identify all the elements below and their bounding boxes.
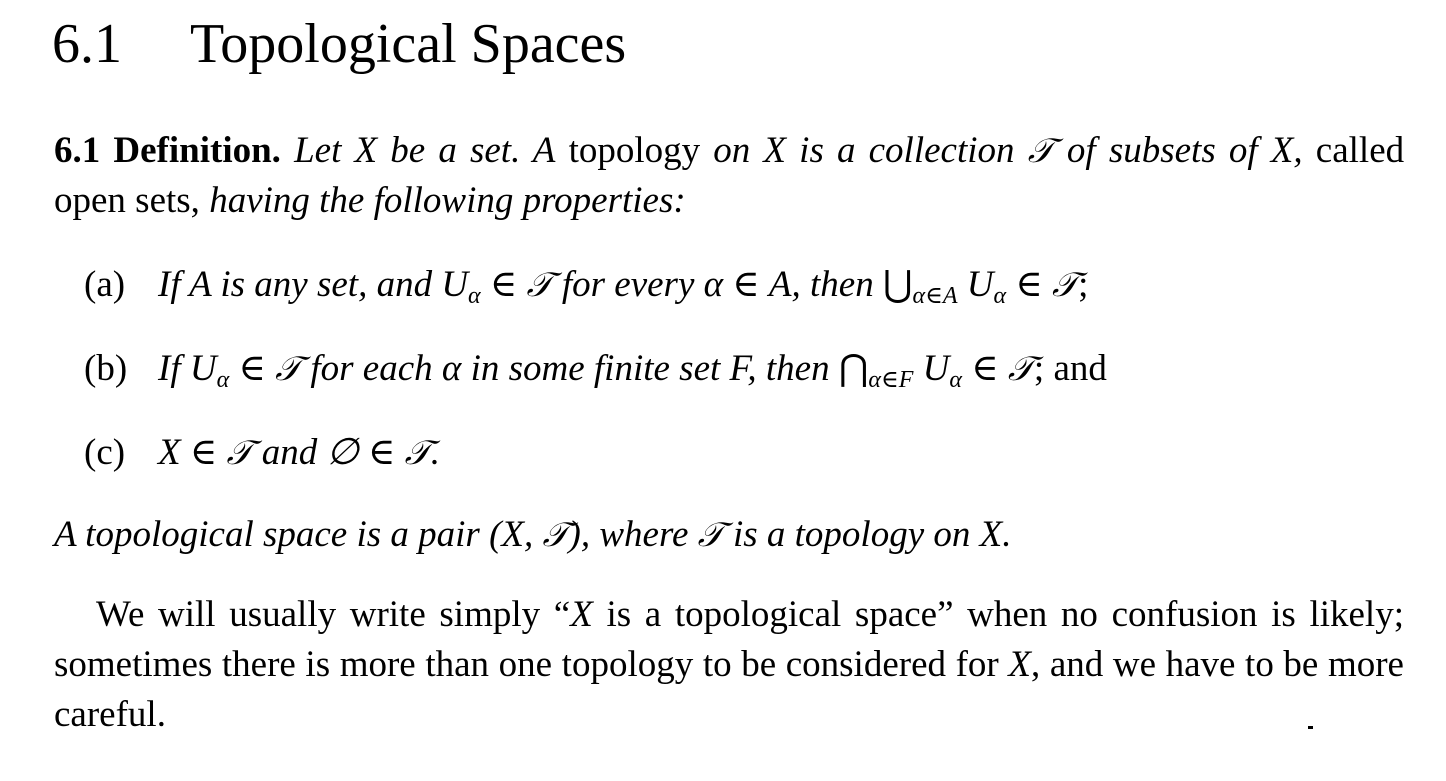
property-item-b bbox=[84, 344, 1107, 405]
item-b-text-1: If U bbox=[158, 348, 217, 389]
union-subscript: α∈A bbox=[912, 283, 958, 309]
term-topology: topology bbox=[568, 130, 701, 171]
space-def-text-1: A topological space is a pair (X, bbox=[54, 514, 543, 555]
term-open-sets: called open sets, bbox=[54, 130, 1405, 221]
item-b-text-2: ∈ bbox=[229, 348, 276, 389]
item-label-b: (b) bbox=[84, 348, 128, 389]
item-a-text-5: ∈ bbox=[1006, 264, 1053, 305]
definition-intro-2: on X is a collection bbox=[713, 130, 1015, 171]
remark-text-1: We will usually write simply “ bbox=[96, 594, 571, 635]
item-b-end: ; bbox=[1033, 348, 1054, 389]
item-c-text-2: and ∅ ∈ bbox=[252, 432, 405, 473]
script-t-symbol: 𝒯 bbox=[526, 265, 553, 305]
section-number: 6.1 bbox=[52, 13, 122, 75]
definition-intro-4: having the following properties: bbox=[209, 180, 686, 221]
remark-text-3: , and we have to be more careful. bbox=[54, 644, 1404, 735]
intersection-subscript: α∈F bbox=[868, 367, 914, 393]
property-item-c bbox=[84, 428, 440, 478]
item-b-text-5: ∈ bbox=[961, 348, 1008, 389]
space-def-text-2: ), where bbox=[568, 514, 698, 555]
intersection-symbol: ⋂ bbox=[838, 348, 869, 389]
item-c-text-1: X ∈ bbox=[158, 432, 227, 473]
remark-x-2: X bbox=[1008, 644, 1031, 685]
definition-intro-1: Let X be a set. A bbox=[294, 130, 556, 171]
script-t-symbol: 𝒯 bbox=[542, 515, 569, 555]
item-a-text-4: U bbox=[957, 264, 994, 305]
script-t-symbol: 𝒯 bbox=[697, 515, 724, 555]
item-a-text-2: ∈ bbox=[480, 264, 527, 305]
section-title: Topological Spaces bbox=[190, 13, 627, 75]
union-symbol: ⋃ bbox=[882, 264, 913, 305]
remark-paragraph bbox=[54, 590, 1404, 740]
item-a-text-1: If A is any set, and U bbox=[158, 264, 469, 305]
item-c-end: . bbox=[430, 432, 440, 473]
topological-space-definition bbox=[54, 510, 1404, 560]
script-t-symbol: 𝒯 bbox=[1007, 349, 1034, 389]
definition-intro-3: of subsets of X, bbox=[1066, 130, 1303, 171]
item-label-a: (a) bbox=[84, 264, 126, 305]
definition-label: 6.1 Definition. bbox=[54, 130, 281, 171]
item-a-sub-alpha: α bbox=[468, 283, 481, 309]
definition-paragraph bbox=[54, 126, 1404, 226]
item-b-text-3: for each α in some finite set F, then bbox=[301, 348, 839, 389]
scan-dot-mark bbox=[1308, 726, 1313, 729]
item-b-text-4: U bbox=[913, 348, 950, 389]
remark-x: X bbox=[570, 594, 593, 635]
script-t-symbol: 𝒯 bbox=[226, 433, 253, 473]
script-t-symbol: 𝒯 bbox=[1052, 265, 1079, 305]
item-a-text-3: for every α ∈ A, then bbox=[552, 264, 883, 305]
item-b-sub-alpha-2: α bbox=[949, 367, 962, 393]
item-b-sub-alpha: α bbox=[216, 367, 230, 393]
script-t-symbol: 𝒯 bbox=[1027, 131, 1054, 171]
remark-text-2: is a topological space” when no confusion is likely; sometimes there is more than one topology to be considered for bbox=[54, 594, 1404, 685]
script-t-symbol: 𝒯 bbox=[404, 433, 431, 473]
section-heading bbox=[52, 14, 626, 76]
item-label-c: (c) bbox=[84, 432, 126, 473]
script-t-symbol: 𝒯 bbox=[275, 349, 302, 389]
item-a-sub-alpha-2: α bbox=[993, 283, 1007, 309]
item-a-end: ; bbox=[1078, 264, 1089, 305]
property-item-a bbox=[84, 260, 1088, 321]
item-b-and: and bbox=[1053, 348, 1107, 389]
space-def-text-3: is a topology on X. bbox=[723, 514, 1012, 555]
